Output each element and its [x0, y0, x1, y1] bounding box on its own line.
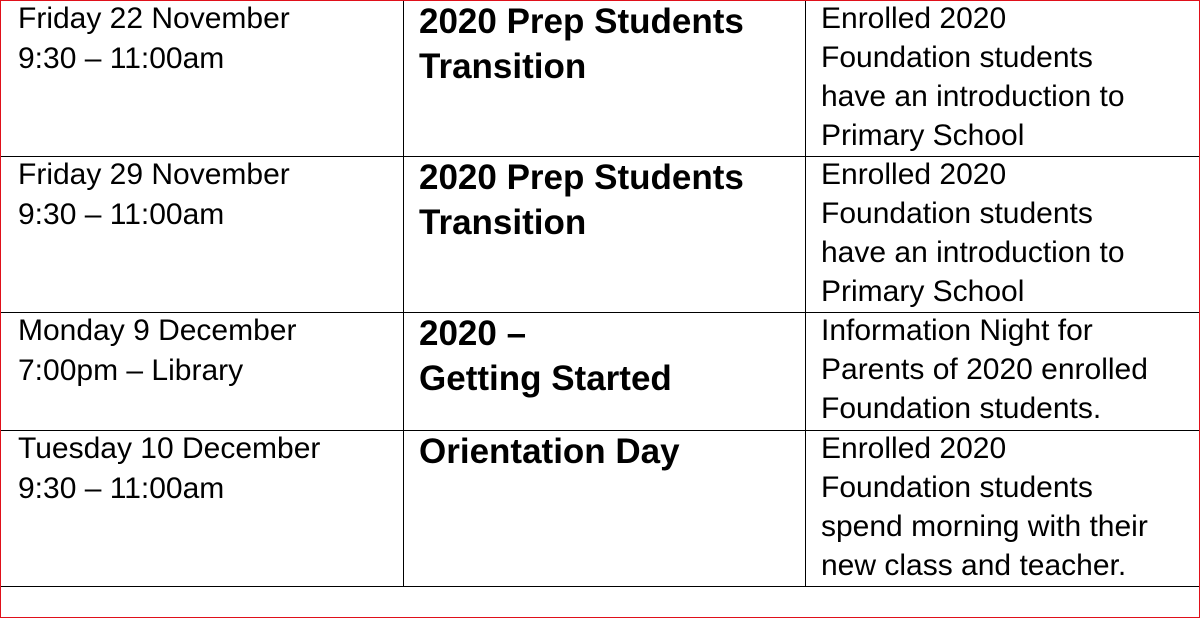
event-description-line: Parents of 2020 enrolled: [821, 353, 1148, 386]
event-description-line: Enrolled 2020: [821, 2, 1007, 35]
event-description-line: have an introduction to: [821, 80, 1125, 113]
event-time: 9:30 – 11:00am: [18, 42, 225, 75]
event-description-line: Foundation students.: [821, 392, 1102, 425]
table-row: [1, 1, 1199, 157]
event-title-line: Transition: [419, 203, 587, 242]
description-block: [821, 0, 1125, 155]
event-time: 9:30 – 11:00am: [18, 198, 225, 231]
event-time: 7:00pm – Library: [18, 354, 244, 387]
date-block: [18, 155, 290, 235]
event-title-line: Getting Started: [419, 359, 672, 398]
event-description-line: Primary School: [821, 119, 1025, 152]
table-row: [1, 431, 1199, 587]
event-description-line: Foundation students: [821, 197, 1093, 230]
date-block: [18, 429, 320, 509]
table-row: [1, 313, 1199, 431]
title-block: [419, 429, 680, 474]
event-description-line: have an introduction to: [821, 236, 1125, 269]
event-date: Friday 29 November: [18, 158, 290, 191]
description-block: [821, 155, 1125, 311]
event-title-line: Transition: [419, 47, 587, 86]
description-block: [821, 429, 1148, 585]
event-description-line: Information Night for: [821, 314, 1093, 347]
title-block: [419, 311, 672, 401]
title-block: [419, 155, 744, 245]
description-cell: [806, 1, 1199, 156]
date-block: [18, 311, 296, 391]
event-title-line: 2020 Prep Students: [419, 2, 744, 41]
event-title-line: Orientation Day: [419, 432, 680, 471]
event-title-line: 2020 Prep Students: [419, 158, 744, 197]
event-date: Friday 22 November: [18, 2, 290, 35]
description-block: [821, 311, 1148, 428]
title-cell: [404, 313, 806, 430]
title-cell: [404, 431, 806, 586]
title-cell: [404, 157, 806, 312]
description-cell: [806, 157, 1199, 312]
title-cell: [404, 1, 806, 156]
date-cell: [1, 157, 404, 312]
event-description-line: Enrolled 2020: [821, 432, 1007, 465]
event-time: 9:30 – 11:00am: [18, 472, 225, 505]
table-row: [1, 157, 1199, 313]
event-description-line: Primary School: [821, 275, 1025, 308]
event-date: Monday 9 December: [18, 314, 297, 347]
date-cell: [1, 431, 404, 586]
description-cell: [806, 431, 1199, 586]
event-description-line: Enrolled 2020: [821, 158, 1007, 191]
date-block: [18, 0, 290, 79]
event-description-line: Foundation students: [821, 41, 1093, 74]
event-title-line: 2020 –: [419, 314, 527, 353]
date-cell: [1, 1, 404, 156]
date-cell: [1, 313, 404, 430]
description-cell: [806, 313, 1199, 430]
event-description-line: spend morning with their: [821, 510, 1148, 543]
event-date: Tuesday 10 December: [18, 432, 321, 465]
title-block: [419, 0, 744, 89]
event-description-line: new class and teacher.: [821, 549, 1127, 582]
event-description-line: Foundation students: [821, 471, 1093, 504]
